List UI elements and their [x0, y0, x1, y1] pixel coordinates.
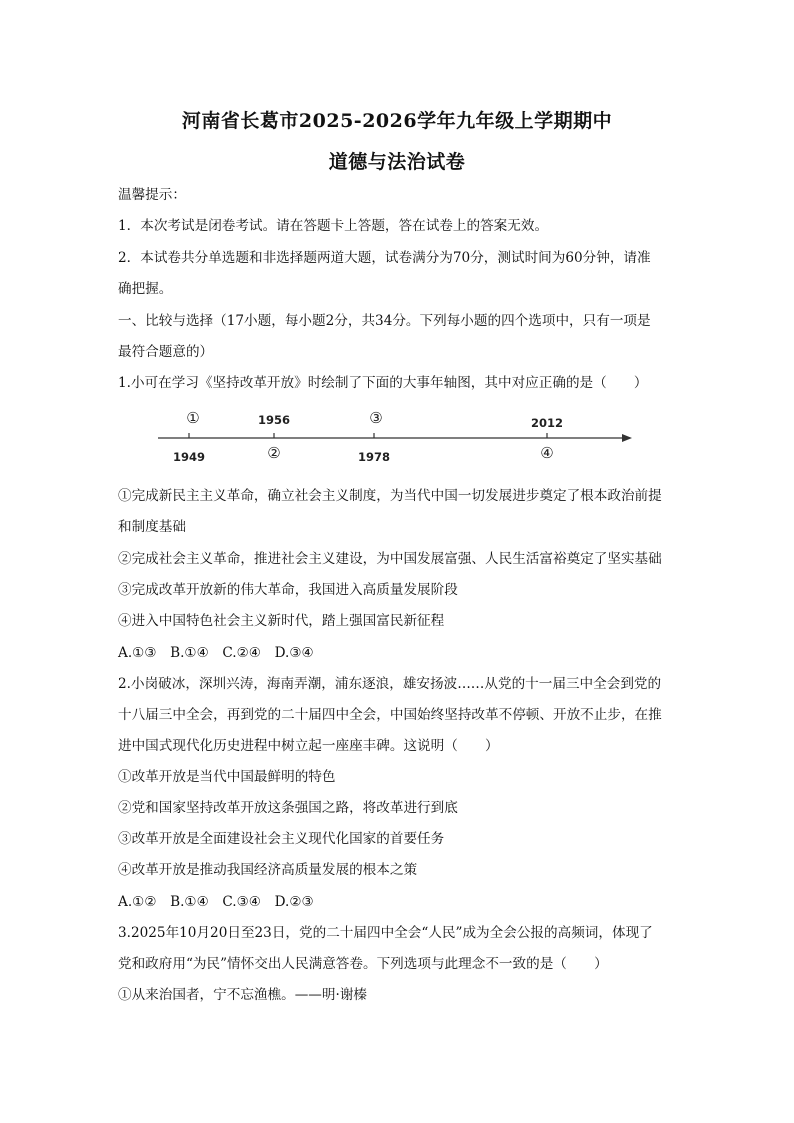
timeline-marker-1: ①: [186, 409, 200, 427]
timeline-year-2012: 2012: [530, 416, 564, 430]
q3-stem-line2: 党和政府用“为民”情怀交出人民满意答卷。下列选项与此理念不一致的是（ ）: [118, 956, 608, 972]
exam-title-line1: 河南省长葛市2025-2026学年九年级上学期期中: [181, 110, 613, 132]
timeline-year-1956: 1956: [257, 413, 291, 427]
timeline-year-1978: 1978: [357, 450, 391, 464]
q2-option-4: ④改革开放是推动我国经济高质量发展的根本之策: [118, 862, 418, 878]
q1-choices: A.①③ B.①④ C.②④ D.③④: [118, 645, 314, 661]
event-timeline: [150, 404, 640, 470]
section1-heading-line2: 最符合题意的）: [118, 344, 214, 360]
q2-option-2: ②党和国家坚持改革开放这条强国之路，将改革进行到底: [118, 800, 458, 816]
section1-heading-line1: 一、比较与选择（17小题，每小题2分，共34分。下列每小题的四个选项中，只有一项是: [118, 313, 651, 329]
tip-2-line2: 确把握。: [118, 281, 173, 297]
q2-stem-line2: 十八届三中全会，再到党的二十届四中全会，中国始终坚持改革不停顿、开放不止步，在推: [118, 707, 662, 723]
tip-1: 1．本次考试是闭卷考试。请在答题卡上答题，答在试卷上的答案无效。: [118, 218, 549, 234]
q1-option-2: ②完成社会主义革命，推进社会主义建设，为中国发展富强、人民生活富裕奠定了坚实基础: [118, 551, 662, 567]
timeline-marker-3: ③: [369, 409, 383, 427]
tip-heading: 温馨提示：: [118, 187, 186, 203]
timeline-year-1949: 1949: [172, 450, 206, 464]
q1-option-1-line2: 和制度基础: [118, 519, 186, 535]
exam-title-line2: 道德与法治试卷: [328, 151, 466, 173]
q1-stem: 1.小可在学习《坚持改革开放》时绘制了下面的大事年轴图，其中对应正确的是（ ）: [118, 375, 648, 391]
timeline-marker-4: ④: [540, 444, 554, 462]
q2-option-1: ①改革开放是当代中国最鲜明的特色: [118, 769, 336, 785]
timeline-marker-2: ②: [267, 444, 281, 462]
q2-option-3: ③改革开放是全面建设社会主义现代化国家的首要任务: [118, 831, 445, 847]
q2-choices: A.①② B.①④ C.③④ D.②③: [118, 894, 314, 910]
q1-option-4: ④进入中国特色社会主义新时代，踏上强国富民新征程: [118, 613, 445, 629]
q2-stem-line1: 2.小岗破冰，深圳兴涛，海南弄潮，浦东逐浪，雄安扬波……从党的十一届三中全会到党的: [118, 676, 662, 692]
q2-stem-line3: 进中国式现代化历史进程中树立起一座座丰碑。这说明（ ）: [118, 738, 499, 754]
q1-option-1-line1: ①完成新民主主义革命，确立社会主义制度，为当代中国一切发展进步奠定了根本政治前提: [118, 488, 662, 504]
q3-stem-line1: 3.2025年10月20日至23日，党的二十届四中全会“人民”成为全会公报的高频词，体现了: [118, 925, 653, 941]
q3-option-1: ①从来治国者，宁不忘渔樵。——明·谢榛: [118, 987, 368, 1003]
timeline-svg: [150, 404, 640, 470]
q1-option-3: ③完成改革开放新的伟大革命，我国进入高质量发展阶段: [118, 582, 458, 598]
timeline-arrowhead: [622, 434, 632, 442]
tip-2-line1: 2．本试卷共分单选题和非选择题两道大题，试卷满分为70分，测试时间为60分钟，请准: [118, 250, 651, 266]
